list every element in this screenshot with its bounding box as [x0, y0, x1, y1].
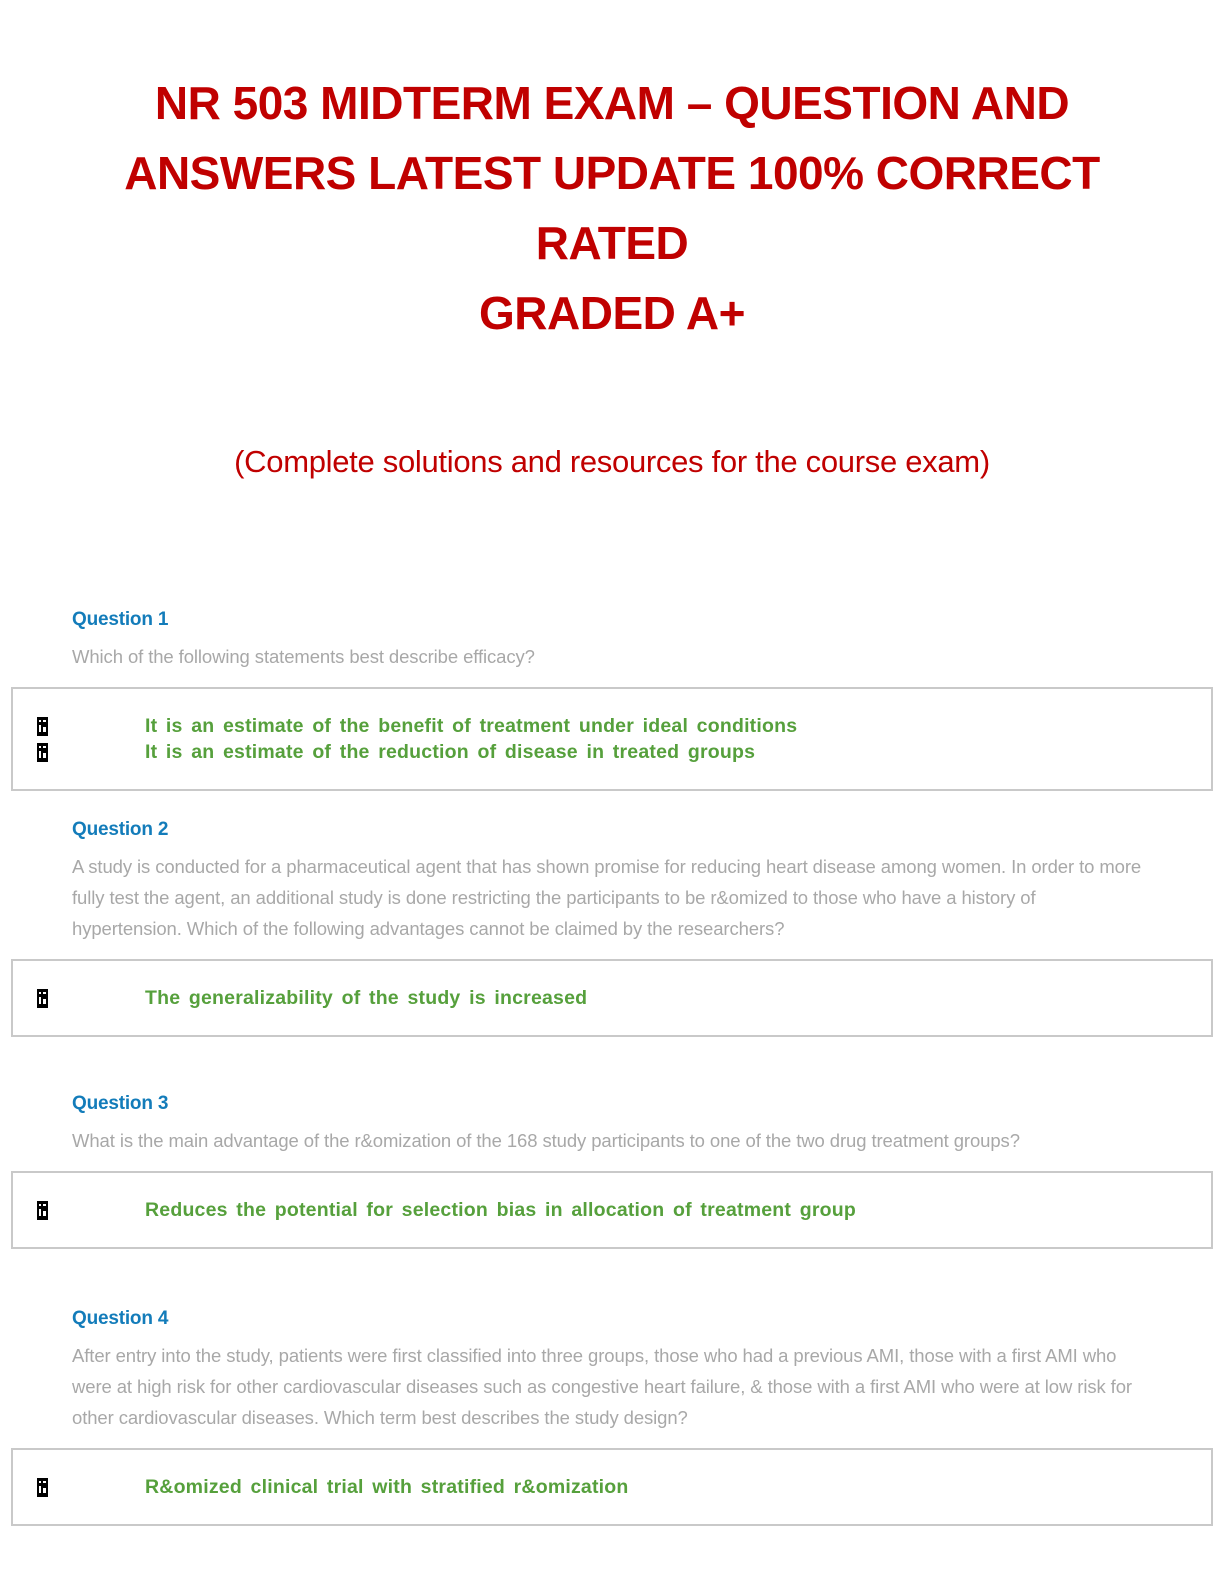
question-text: After entry into the study, patients were first classified into three groups, those who had a previous AMI, those with a first AMI who were at high risk for other cardiovascular diseases such as congestive heart failure, & those with a first AMI who were at low risk for other cardiovascular diseases. Which term best describes the study design? [72, 1345, 1132, 1428]
answer-text: It is an estimate of the benefit of treatment under ideal conditions [145, 715, 798, 737]
question-section-4 [0, 1307, 1224, 1526]
question-text: Which of the following statements best describe efficacy? [72, 646, 535, 667]
answer-row [13, 739, 1191, 765]
answer-row [13, 713, 1191, 739]
question-section-3 [0, 1092, 1224, 1249]
question-text: A study is conducted for a pharmaceutical agent that has shown promise for reducing heart disease among women. In order to more fully test the agent, an additional study is done restricting the participants to be r&omized to those who have a history of hypertension. Which of the following advantages cannot be claimed by the researchers? [72, 856, 1142, 939]
question-label: Question 4 [72, 1308, 169, 1329]
answer-text: It is an estimate of the reduction of disease in treated groups [145, 741, 756, 763]
question-label: Question 2 [72, 819, 169, 840]
missing-glyph-icon [37, 743, 48, 762]
answer-box [11, 687, 1213, 791]
answer-row [13, 1474, 1191, 1500]
question-text: What is the main advantage of the r&omization of the 168 study participants to one of the two drug treatment groups? [72, 1130, 1020, 1151]
question-section-2 [0, 818, 1224, 1037]
question-section-1 [0, 608, 1224, 791]
question-label: Question 1 [72, 609, 169, 630]
question-label: Question 3 [72, 1093, 169, 1114]
title-line-3: GRADED A+ [479, 287, 745, 339]
document-subtitle: (Complete solutions and resources for the course exam) [234, 444, 990, 479]
answer-text: R&omized clinical trial with stratified r&omization [145, 1476, 629, 1498]
answer-row [13, 985, 1191, 1011]
missing-glyph-icon [37, 717, 48, 736]
missing-glyph-icon [37, 1478, 48, 1497]
answer-text: The generalizability of the study is increased [145, 987, 588, 1009]
missing-glyph-icon [37, 1201, 48, 1220]
answer-box [11, 1448, 1213, 1526]
answer-row [13, 1197, 1191, 1223]
title-line-1: NR 503 MIDTERM EXAM – QUESTION AND [154, 77, 1070, 129]
missing-glyph-icon [37, 989, 48, 1008]
title-line-2: ANSWERS LATEST UPDATE 100% CORRECT RATED [124, 147, 1100, 269]
answer-box [11, 1171, 1213, 1249]
answer-text: Reduces the potential for selection bias in allocation of treatment group [145, 1199, 856, 1221]
answer-box [11, 959, 1213, 1037]
document-title [55, 0, 1169, 348]
